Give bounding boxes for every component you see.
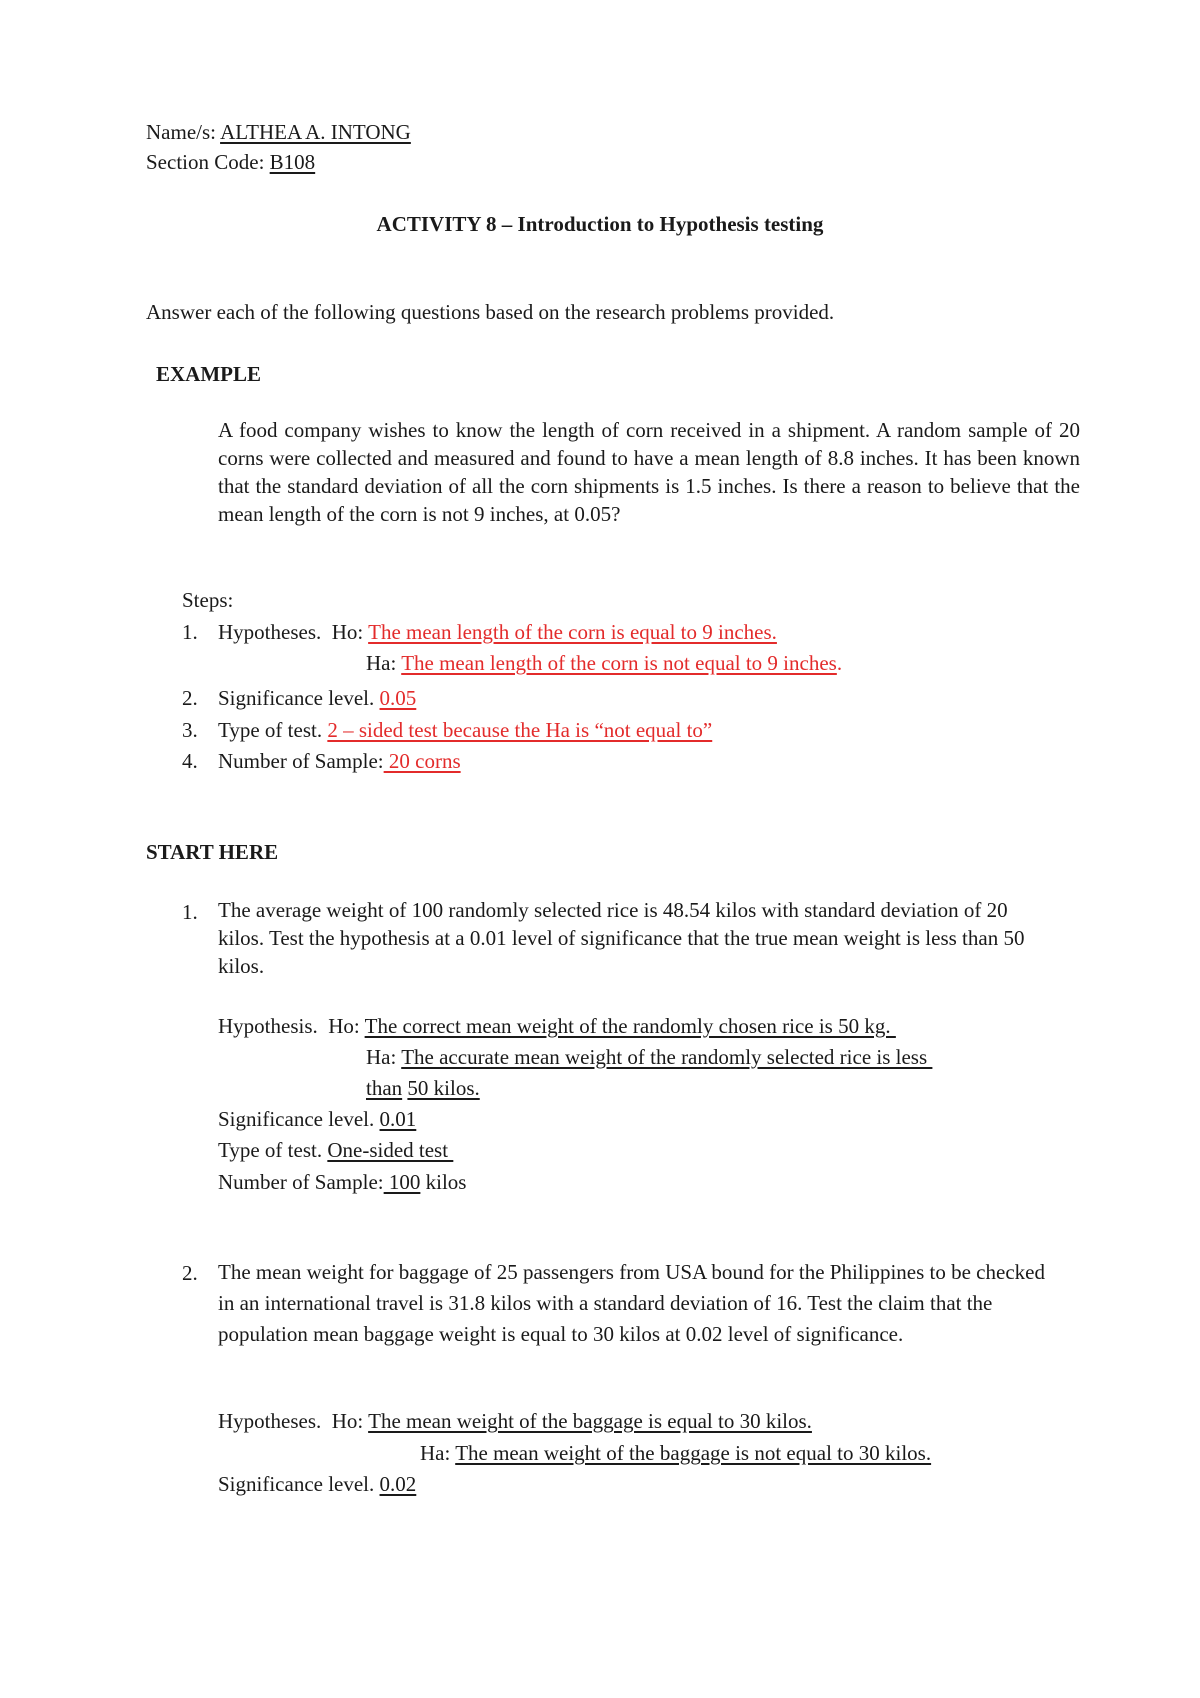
step-label: Number of Sample: bbox=[218, 749, 384, 773]
section-value: B108 bbox=[269, 150, 316, 174]
step-number: 2. bbox=[182, 686, 198, 710]
significance-answer: 0.01 bbox=[379, 1107, 417, 1131]
name-label: Name/s: bbox=[146, 120, 216, 144]
q1-ha bbox=[366, 1047, 932, 1068]
step-number: 1. bbox=[182, 620, 198, 644]
ho-answer: The mean length of the corn is equal to 9 inches. bbox=[368, 620, 777, 644]
ho-label: Ho: bbox=[331, 620, 364, 644]
steps-label: Steps: bbox=[182, 588, 234, 612]
q1-significance bbox=[218, 1109, 416, 1130]
q1-ha-cont bbox=[366, 1078, 480, 1099]
q1-hypothesis bbox=[218, 1016, 896, 1037]
page-title: ACTIVITY 8 – Introduction to Hypothesis testing bbox=[376, 212, 824, 236]
section-line bbox=[146, 152, 315, 173]
ha-label: Ha: bbox=[366, 1045, 397, 1069]
q2-hypotheses bbox=[218, 1411, 812, 1432]
q2-ha bbox=[420, 1443, 931, 1464]
ho-label: Ho: bbox=[328, 1014, 360, 1038]
example-problem: A food company wishes to know the length of corn received in a shipment. A random sample of 20 corns were collected and measured and found to have a mean length of 8.8 inches. It has been known that the standard deviation of all the corn shipments is 1.5 inches. Is there a reason to believe that the mean length of the corn is not 9 inches, at 0.05? bbox=[218, 418, 1080, 526]
significance-answer: 0.02 bbox=[379, 1472, 417, 1496]
step-1-hypotheses bbox=[218, 622, 777, 643]
question-2-number: 2. bbox=[182, 1261, 198, 1285]
ha-answer-cont-a: than bbox=[366, 1076, 403, 1100]
ha-label: Ha: bbox=[366, 651, 397, 675]
step-answer: 20 corns bbox=[383, 749, 461, 773]
type-answer: One-sided test bbox=[327, 1138, 454, 1162]
step-label: Type of test. bbox=[218, 718, 323, 742]
step-1 bbox=[182, 622, 198, 643]
step-3-content bbox=[218, 720, 712, 741]
ha-answer: The mean weight of the baggage is not equal to 30 kilos. bbox=[455, 1441, 932, 1465]
name-line bbox=[146, 122, 411, 143]
hypothesis-label: Hypothesis. bbox=[218, 1014, 318, 1038]
q1-sample bbox=[218, 1172, 466, 1193]
q2-significance bbox=[218, 1474, 416, 1495]
ho-label: Ho: bbox=[331, 1409, 364, 1433]
example-heading: EXAMPLE bbox=[156, 362, 261, 386]
question-1-problem: The average weight of 100 randomly selected rice is 48.54 kilos with standard deviation of 20 kilos. Test the hypothesis at a 0.01 level of significance that the true mean weight is less than 50 kilos. bbox=[218, 898, 1025, 978]
section-label: Section Code: bbox=[146, 150, 265, 174]
question-1-number: 1. bbox=[182, 900, 198, 924]
sample-label: Number of Sample: bbox=[218, 1170, 384, 1194]
sample-unit: kilos bbox=[420, 1170, 467, 1194]
ha-answer-cont-b: 50 kilos. bbox=[407, 1076, 480, 1100]
ho-answer: The correct mean weight of the randomly chosen rice is 50 kg. bbox=[364, 1014, 896, 1038]
step-label: Significance level. bbox=[218, 686, 375, 710]
ha-answer: The mean length of the corn is not equal to 9 inches bbox=[401, 651, 837, 675]
significance-label: Significance level. bbox=[218, 1472, 375, 1496]
step-4 bbox=[182, 751, 198, 772]
step-answer: 2 – sided test because the Ha is “not equal to” bbox=[327, 718, 713, 742]
q1-type bbox=[218, 1140, 453, 1161]
question-2-problem: The mean weight for baggage of 25 passengers from USA bound for the Philippines to be checked in an international travel is 31.8 kilos with a standard deviation of 16. Test the claim that the population mean baggage weight is equal to 30 kilos at 0.02 level of significance. bbox=[218, 1260, 1045, 1346]
step-2 bbox=[182, 688, 198, 709]
type-label: Type of test. bbox=[218, 1138, 323, 1162]
step-number: 4. bbox=[182, 749, 198, 773]
step-3 bbox=[182, 720, 198, 741]
step-number: 3. bbox=[182, 718, 198, 742]
step-1-ha bbox=[366, 653, 842, 674]
hypotheses-label: Hypotheses. bbox=[218, 1409, 322, 1433]
start-here-heading: START HERE bbox=[146, 840, 279, 864]
step-2-content bbox=[218, 688, 416, 709]
ha-answer: The accurate mean weight of the randomly selected rice is less bbox=[401, 1045, 933, 1069]
step-4-content bbox=[218, 751, 461, 772]
step-label: Hypotheses. bbox=[218, 620, 322, 644]
instructions: Answer each of the following questions based on the research problems provided. bbox=[146, 300, 835, 324]
sample-answer: 100 bbox=[383, 1170, 421, 1194]
ho-answer: The mean weight of the baggage is equal to 30 kilos. bbox=[368, 1409, 812, 1433]
step-answer: 0.05 bbox=[379, 686, 417, 710]
ha-label: Ha: bbox=[420, 1441, 451, 1465]
significance-label: Significance level. bbox=[218, 1107, 375, 1131]
ha-period: . bbox=[836, 651, 843, 675]
name-value: ALTHEA A. INTONG bbox=[220, 120, 411, 144]
